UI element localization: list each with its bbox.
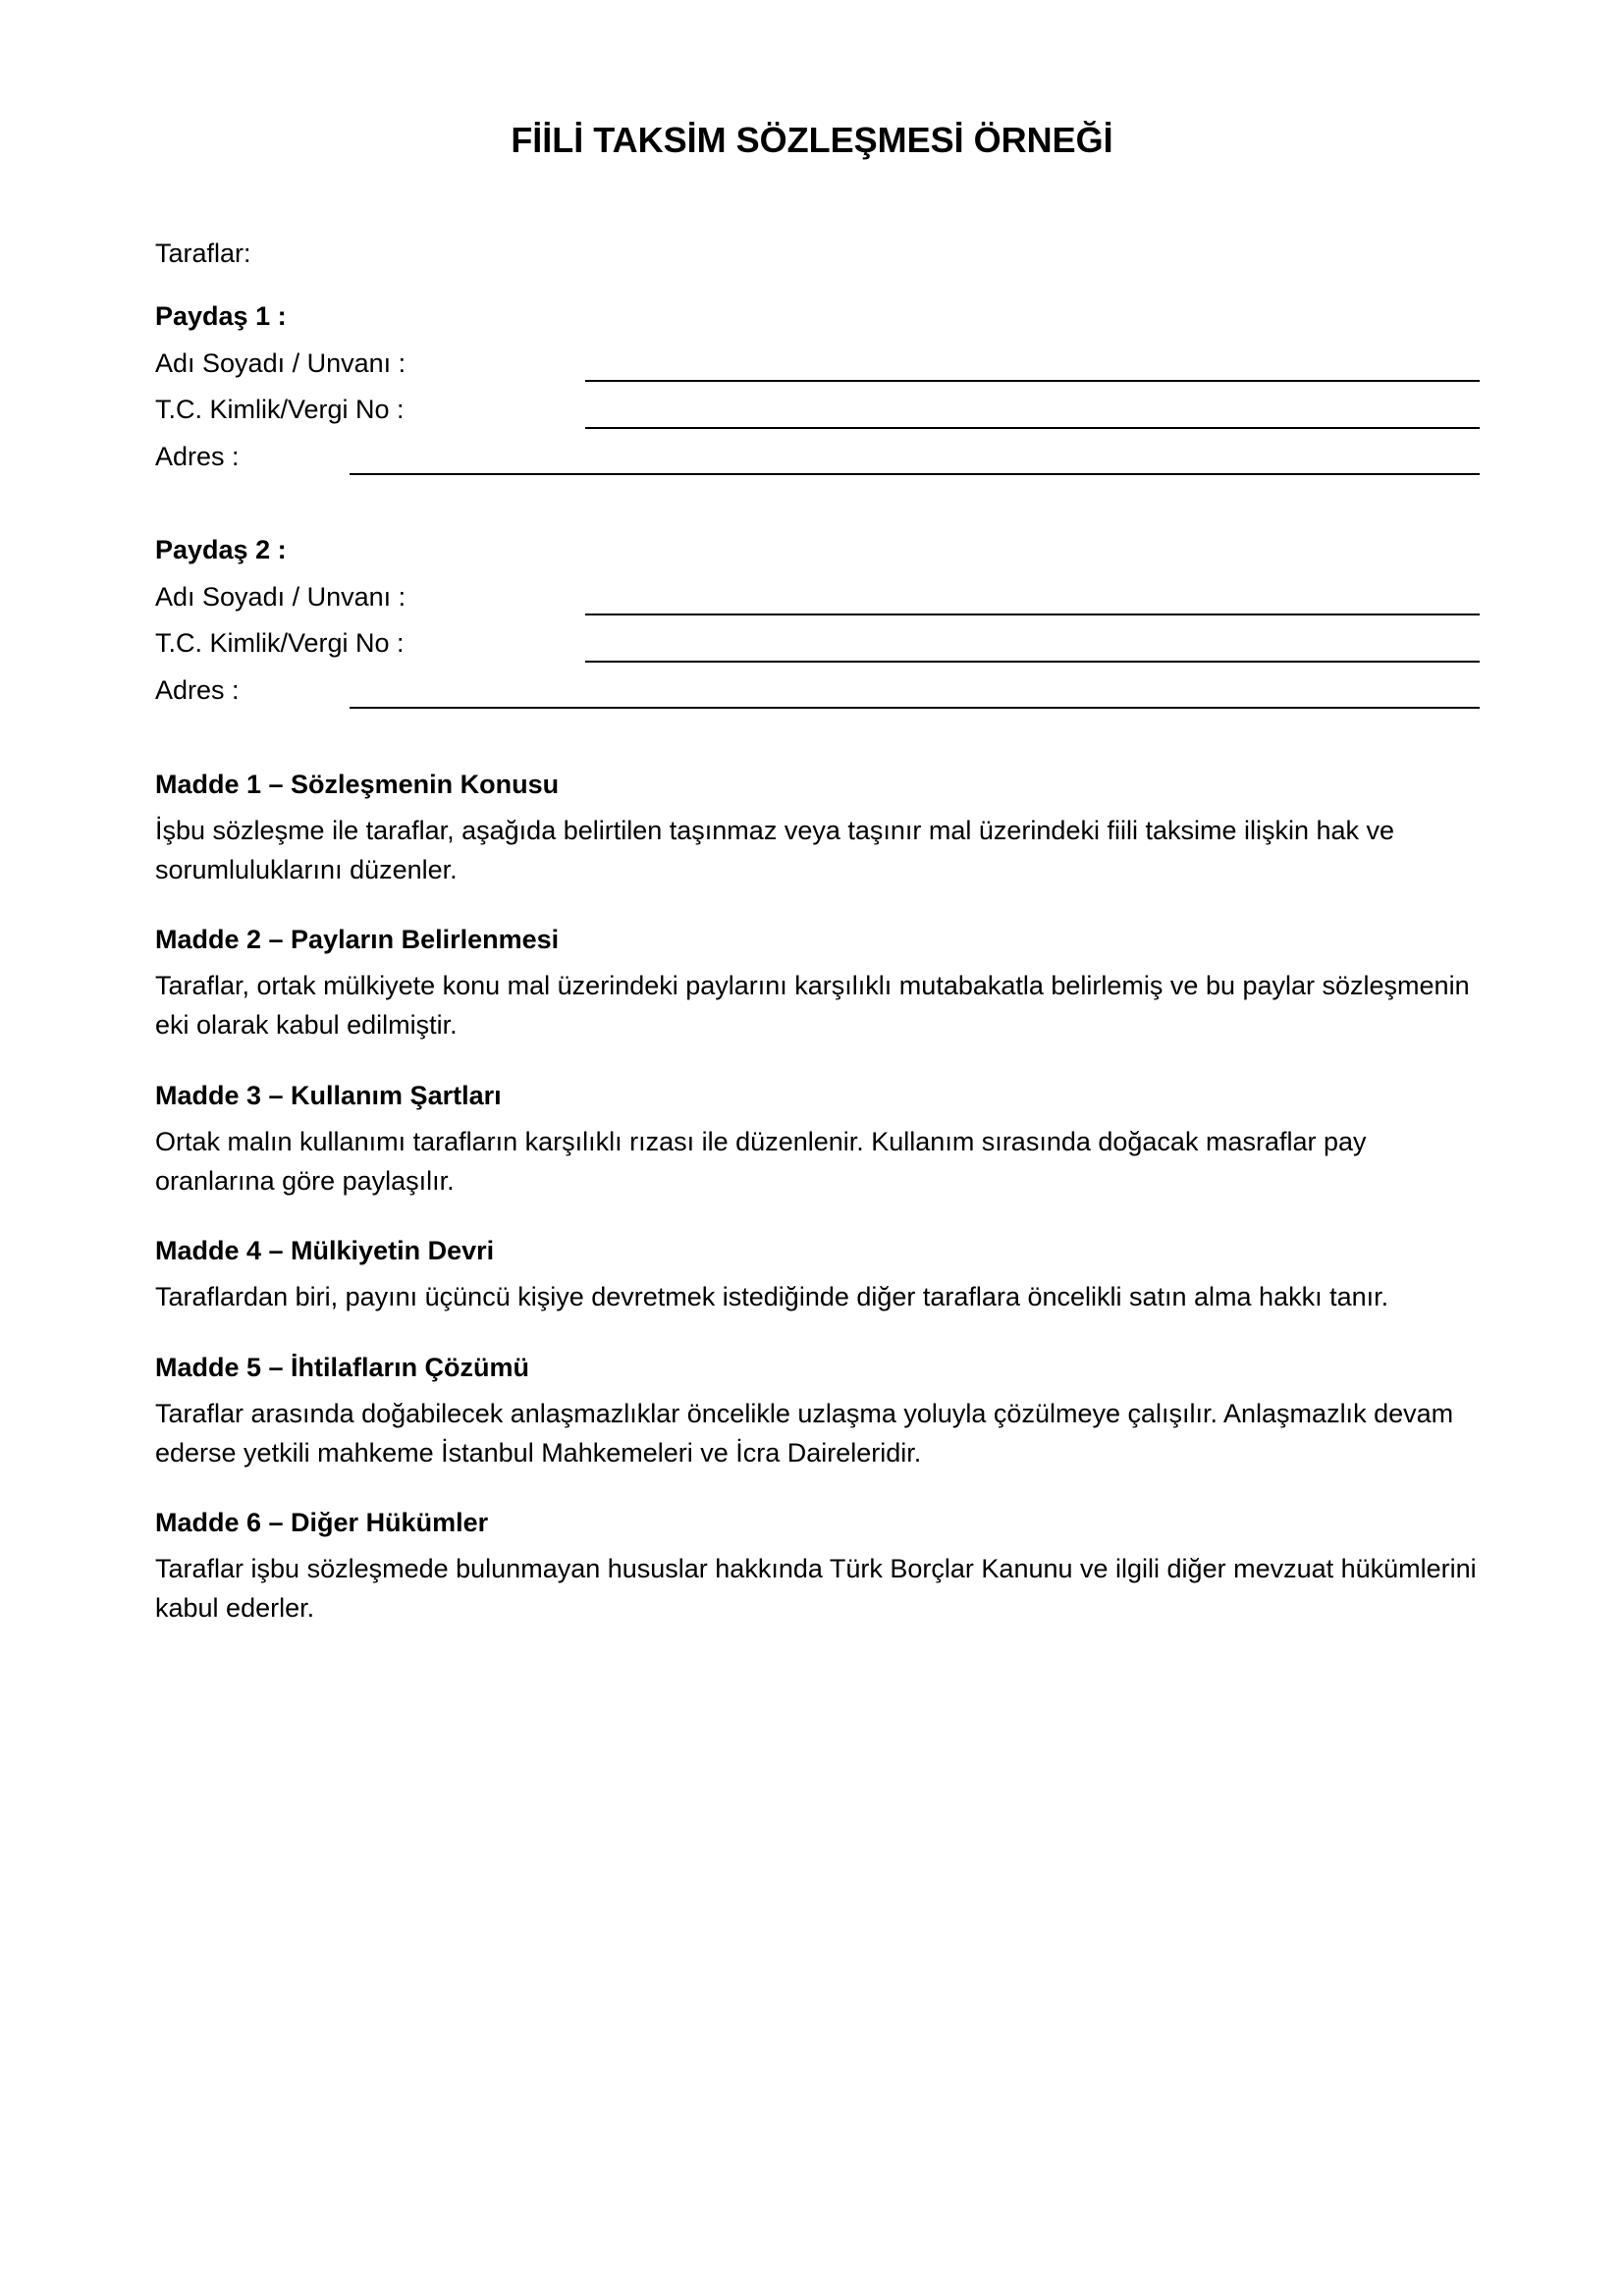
article-3-body: Ortak malın kullanımı tarafların karşılıklı rızası ile düzenlenir. Kullanım sırasında doğacak masraflar pay oranlarına göre paylaşılır. bbox=[155, 1127, 1367, 1196]
article-4-body: Taraflardan biri, payını üçüncü kişiye devretmek istediğinde diğer taraflara öncelikli satın alma hakkı tanır. bbox=[155, 1282, 1389, 1311]
party2-name-field-line bbox=[585, 614, 1480, 615]
article-5-title: Madde 5 – İhtilafların Çözümü bbox=[155, 1353, 530, 1382]
article-4-title: Madde 4 – Mülkiyetin Devri bbox=[155, 1236, 495, 1265]
party2-id-field-line bbox=[585, 661, 1480, 663]
document-title: FİİLİ TAKSİM SÖZLEŞMESİ ÖRNEĞİ bbox=[511, 120, 1113, 160]
party2-address-field-line bbox=[350, 707, 1480, 709]
article-1-body: İşbu sözleşme ile taraflar, aşağıda belirtilen taşınmaz veya taşınır mal üzerindeki fiili taksime ilişkin hak ve sorumluluklarını düzenler. bbox=[155, 816, 1395, 884]
party2-id-label: T.C. Kimlik/Vergi No : bbox=[155, 628, 405, 658]
article-5-body: Taraflar arasında doğabilecek anlaşmazlıklar öncelikle uzlaşma yoluyla çözülmeye çalışılır. Anlaşmazlık devam ederse yetkili mahkeme İstanbul Mahkemeleri ve İcra Daireleridir. bbox=[155, 1399, 1454, 1468]
party1-heading: Paydaş 1 : bbox=[155, 301, 287, 331]
parties-label: Taraflar: bbox=[155, 239, 251, 268]
party2-name-label: Adı Soyadı / Unvanı : bbox=[155, 582, 406, 612]
article-2-title: Madde 2 – Payların Belirlenmesi bbox=[155, 925, 560, 954]
article-6-body: Taraflar işbu sözleşmede bulunmayan hususlar hakkında Türk Borçlar Kanunu ve ilgili diğer mevzuat hükümlerini kabul ederler. bbox=[155, 1554, 1477, 1623]
article-2-body: Taraflar, ortak mülkiyete konu mal üzerindeki paylarını karşılıklı mutabakatla belirlemiş ve bu paylar sözleşmenin eki olarak kabul edilmiştir. bbox=[155, 971, 1470, 1040]
party1-name-field-line bbox=[585, 380, 1480, 382]
party1-address-label: Adres : bbox=[155, 442, 240, 471]
party1-id-field-line bbox=[585, 427, 1480, 429]
article-3-title: Madde 3 – Kullanım Şartları bbox=[155, 1081, 502, 1110]
article-1-title: Madde 1 – Sözleşmenin Konusu bbox=[155, 770, 560, 799]
party1-address-field-line bbox=[350, 473, 1480, 475]
party1-id-label: T.C. Kimlik/Vergi No : bbox=[155, 395, 405, 424]
party2-heading: Paydaş 2 : bbox=[155, 535, 287, 564]
article-6-title: Madde 6 – Diğer Hükümler bbox=[155, 1508, 489, 1537]
party2-address-label: Adres : bbox=[155, 675, 240, 705]
party1-name-label: Adı Soyadı / Unvanı : bbox=[155, 348, 406, 378]
